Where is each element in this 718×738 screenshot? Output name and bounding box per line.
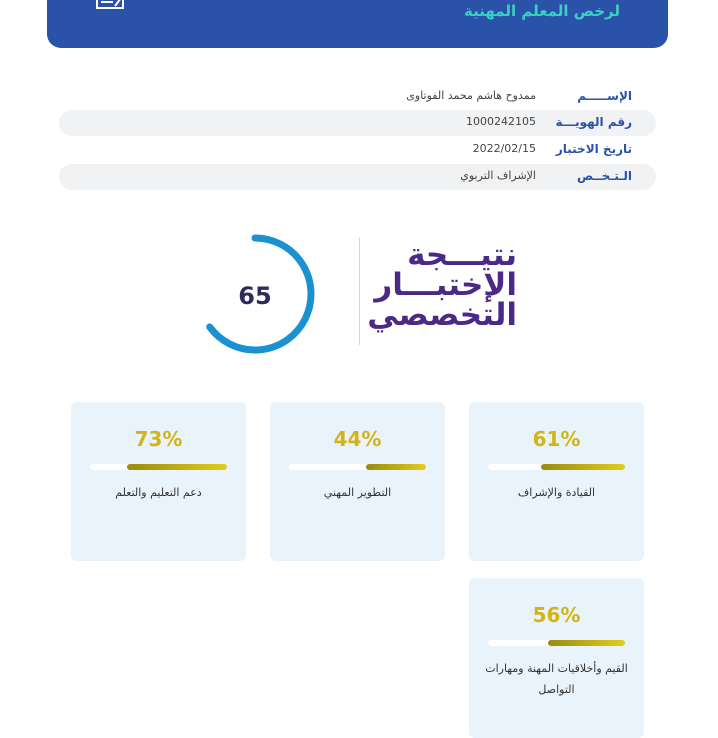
score-value: 65 (238, 282, 272, 310)
progress-fill (541, 464, 625, 470)
info-value: ممدوح هاشم محمد الفوتاوى (406, 89, 536, 102)
info-value: 2022/02/15 (472, 142, 536, 155)
card-percent: 44% (333, 427, 382, 451)
score-ring (193, 232, 317, 356)
info-row-date (59, 137, 656, 163)
info-value: 1000242105 (466, 115, 536, 128)
result-title-line: الإختبـــار (374, 267, 517, 303)
header-title: لرخص المعلم المهنية (464, 2, 620, 20)
card-leadership (469, 402, 644, 561)
progress-track (90, 464, 227, 470)
info-row-specialty (59, 164, 656, 190)
info-label: تاريخ الاختبار (555, 142, 632, 156)
card-professional-development (270, 402, 445, 561)
progress-fill (366, 464, 426, 470)
progress-fill (127, 464, 227, 470)
card-label: القيم وأخلاقيات المهنة ومهارات التواصل (485, 662, 628, 696)
result-title-line: نتيـــجة (407, 237, 517, 273)
progress-track (289, 464, 426, 470)
info-label: الـتـخــص (577, 169, 632, 183)
card-teaching-support (71, 402, 246, 561)
info-value: الإشراف التربوي (460, 169, 536, 182)
card-label: القيادة والإشراف (517, 486, 596, 499)
result-title (367, 237, 517, 333)
progress-track (488, 640, 625, 646)
card-percent: 61% (532, 427, 581, 451)
header-banner (47, 0, 668, 48)
divider (359, 237, 360, 345)
info-row-name (59, 84, 656, 110)
info-label: رقم الهويـــة (555, 115, 632, 129)
result-title-line: التخصصي (367, 297, 517, 333)
card-label: دعم التعليم والتعلم (115, 486, 202, 499)
card-percent: 56% (532, 603, 581, 627)
progress-track (488, 464, 625, 470)
info-label: الإســـــم (577, 89, 632, 103)
card-percent: 73% (134, 427, 183, 451)
card-ethics (469, 578, 644, 738)
card-label: التطوير المهني (323, 486, 392, 499)
info-row-id (59, 110, 656, 136)
document-icon (95, 0, 125, 12)
progress-fill (548, 640, 625, 646)
